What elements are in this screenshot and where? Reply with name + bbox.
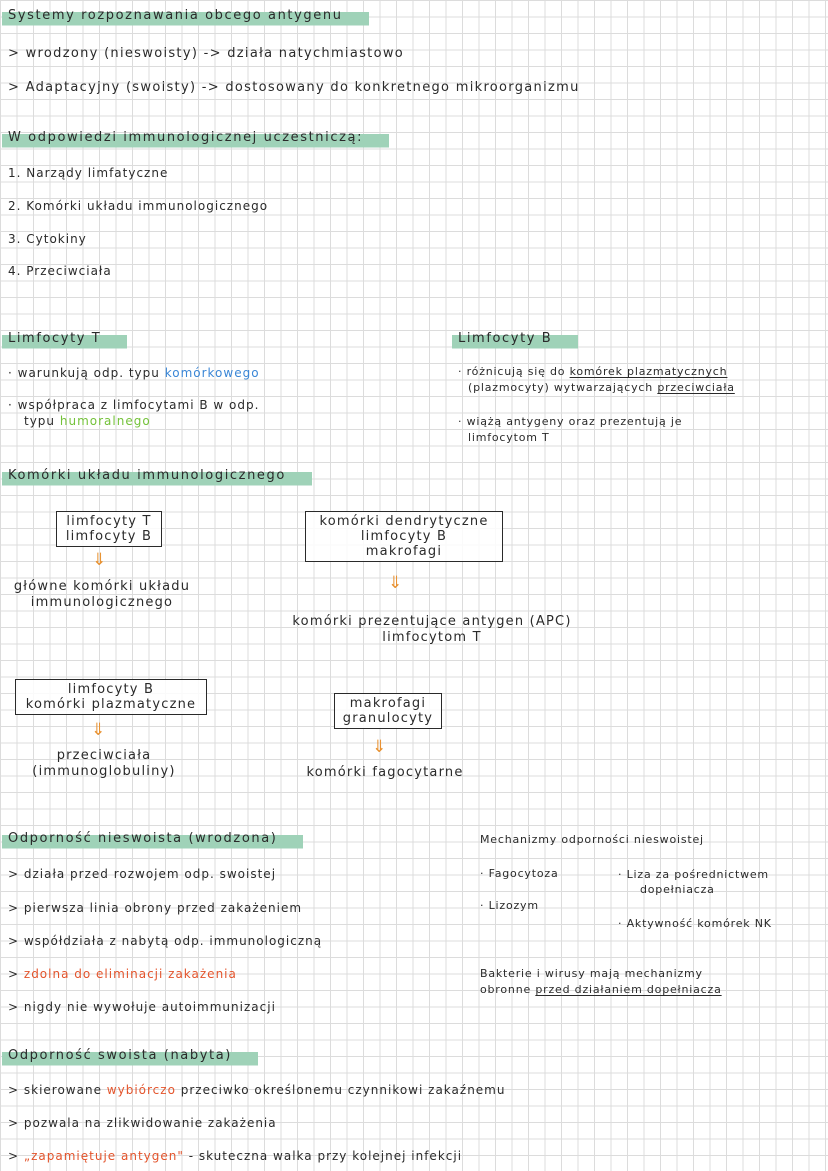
swoista-text: - skuteczna walka przy kolejnej infekcji [188,1149,463,1163]
box-line: limfocyty B [67,682,155,697]
nieswoista-point [8,966,237,982]
heading-limfocyty-t: Limfocyty T [2,329,127,350]
limf-b-point-2-cont: limfocytom T [468,431,550,444]
box-line: komórki dendrytyczne [319,514,489,529]
limf-t-point-2: · współpraca z limfocytami B w odp. [8,398,260,412]
swoista-point [8,1148,462,1164]
result-apc [287,614,577,646]
limf-t-komorkowego: komórkowego [164,366,260,380]
list-item: 2. Komórki układu immunologicznego [8,199,269,213]
down-arrow-icon: ⇓ [92,550,107,570]
limf-b-przeciwciala: przeciwciała [657,381,735,394]
result-line: immunologicznego [30,595,174,610]
heading-limfocyty-b: Limfocyty B [452,329,578,350]
box-line: limfocyty B [360,529,448,544]
box-fagocyty [334,693,442,729]
box-line: makrofagi [349,696,427,711]
swoista-point [8,1082,505,1098]
box-line: granulocyty [342,711,434,726]
limf-b-point-2: · wiążą antygeny oraz prezentują je [458,415,683,428]
limf-t-point-2-cont [24,413,151,429]
nieswoista-point: > nigdy nie wywołuje autoimmunizacji [8,1000,276,1014]
bakterie-text: obronne [480,983,532,996]
mechanizm-item: · Aktywność komórek NK [618,917,772,930]
swoista-point: > pozwala na zlikwidowanie zakażenia [8,1116,277,1130]
swoista-wybiorczo: wybiórczo [106,1083,176,1097]
limf-b-text: (plazmocyty) wytwarzających [468,381,654,394]
box-apc [305,511,503,562]
bakterie-line-1: Bakterie i wirusy mają mechanizmy [480,967,703,980]
list-item: 1. Narządy limfatyczne [8,166,169,180]
box-limfocyty-tb [56,511,162,547]
heading-swoista: Odporność swoista (nabyta) [2,1046,258,1067]
heading-nieswoista: Odporność nieswoista (wrodzona) [2,829,303,850]
down-arrow-icon: ⇓ [372,737,387,757]
bakterie-line-2 [480,982,722,998]
result-line: (immunoglobuliny) [32,764,176,779]
box-line: komórki plazmatyczne [25,697,197,712]
swoista-text: przeciwko określonemu czynnikowi zakaźnemu [180,1083,506,1097]
limf-b-komorek-plazmatycznych: komórek plazmatycznych [569,365,728,378]
result-fagocytarne [295,765,475,781]
limf-b-text: · różnicują się do [458,365,566,378]
box-line: makrofagi [365,544,443,559]
limf-t-text: typu [24,414,56,428]
limf-b-point-1 [458,364,727,380]
down-arrow-icon: ⇓ [91,720,106,740]
mechanizm-item-cont: dopełniacza [640,883,715,896]
list-item: 3. Cytokiny [8,232,87,246]
mechanizmy-title: Mechanizmy odporności nieswoistej [480,833,704,846]
nieswoista-eliminacja: zdolna do eliminacji zakażenia [23,967,237,981]
nieswoista-point: > współdziała z nabytą odp. immunologiczną [8,934,323,948]
bakterie-dopelniacza: przed działaniem dopełniacza [535,983,722,996]
box-line: limfocyty B [65,529,153,544]
list-item: 4. Przeciwciała [8,264,112,278]
swoista-text: > skierowane [8,1083,102,1097]
result-glowne-komorki [2,579,202,611]
down-arrow-icon: ⇓ [388,573,403,593]
bullet-marker: > [8,1149,20,1163]
limf-t-point-1 [8,365,260,381]
result-przeciwciala [14,748,194,780]
result-line: komórki fagocytarne [306,765,464,780]
result-line: komórki prezentujące antygen (APC) [292,614,572,629]
result-line: limfocytom T [382,630,482,645]
limf-t-humoralnego: humoralnego [59,414,151,428]
line-adaptacyjny: > Adaptacyjny (swoisty) -> dostosowany do konkretnego mikroorganizmu [8,80,580,95]
mechanizm-item: · Fagocytoza [480,867,559,880]
heading-uczestnicza: W odpowiedzi immunologicznej uczestniczą: [2,128,389,149]
heading-komorki: Komórki układu immunologicznego [2,466,312,487]
mechanizm-item: · Lizozym [480,899,539,912]
line-wrodzony: > wrodzony (nieswoisty) -> działa natychmiastowo [8,46,405,61]
nieswoista-point: > pierwsza linia obrony przed zakażeniem [8,901,303,915]
mechanizm-item: · Liza za pośrednictwem [618,868,769,881]
bullet-marker: > [8,967,20,981]
limf-t-text: · warunkują odp. typu [8,366,160,380]
limf-b-point-1-cont [468,380,735,396]
box-komorki-plazmatyczne [15,679,207,715]
box-line: limfocyty T [66,514,152,529]
result-line: główne komórki układu [13,579,191,594]
nieswoista-point: > działa przed rozwojem odp. swoistej [8,867,277,881]
result-line: przeciwciała [56,748,152,763]
swoista-zapamietuje: „zapamiętuje antygen" [23,1149,184,1163]
heading-systemy: Systemy rozpoznawania obcego antygenu [2,6,369,27]
